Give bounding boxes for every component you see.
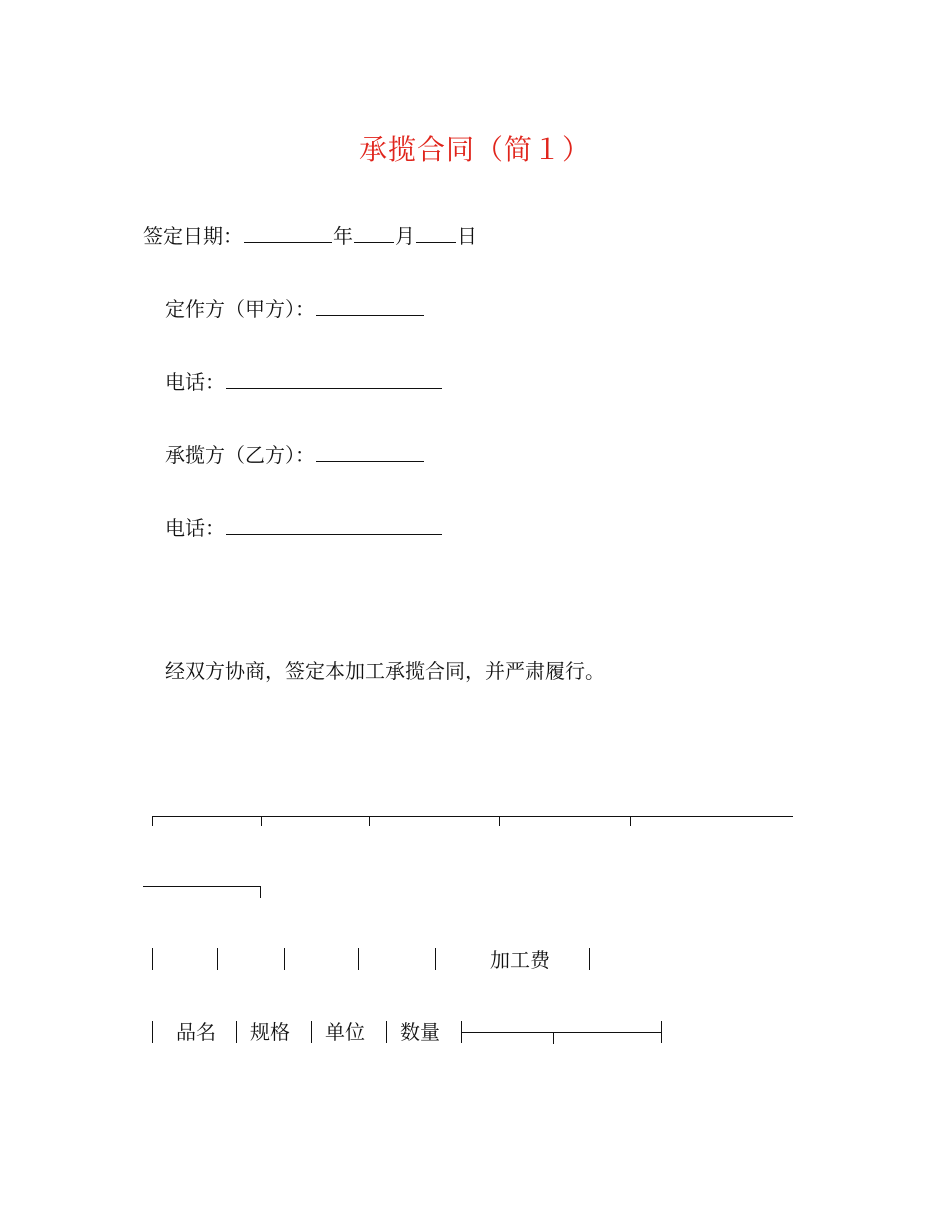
document-title: 承揽合同（简１） bbox=[358, 133, 591, 166]
sign-date-line bbox=[143, 222, 477, 249]
party-a-phone-blank[interactable] bbox=[226, 368, 442, 389]
year-blank[interactable] bbox=[244, 222, 332, 243]
header-processing-fee: 加工费 bbox=[490, 948, 550, 972]
header-spec: 规格 bbox=[250, 1020, 290, 1044]
party-a-line bbox=[165, 295, 425, 322]
header-quantity: 数量 bbox=[400, 1020, 440, 1044]
year-label: 年 bbox=[333, 224, 353, 248]
party-b-phone-label: 电话： bbox=[165, 516, 225, 540]
party-b-phone-blank[interactable] bbox=[226, 514, 442, 535]
intro-paragraph: 经双方协商，签定本加工承揽合同，并严肃履行。 bbox=[165, 659, 605, 683]
party-a-label: 定作方（甲方）： bbox=[165, 297, 315, 321]
party-b-blank[interactable] bbox=[316, 441, 424, 462]
party-a-phone-line bbox=[165, 368, 443, 395]
header-unit: 单位 bbox=[325, 1020, 365, 1044]
month-blank[interactable] bbox=[354, 222, 394, 243]
sign-date-label: 签定日期： bbox=[143, 224, 243, 248]
header-product-name: 品名 bbox=[176, 1020, 216, 1044]
day-label: 日 bbox=[457, 224, 477, 248]
month-label: 月 bbox=[395, 224, 415, 248]
party-a-phone-label: 电话： bbox=[165, 370, 225, 394]
party-b-label: 承揽方（乙方）： bbox=[165, 443, 315, 467]
day-blank[interactable] bbox=[416, 222, 456, 243]
party-a-blank[interactable] bbox=[316, 295, 424, 316]
party-b-phone-line bbox=[165, 514, 443, 541]
party-b-line bbox=[165, 441, 425, 468]
